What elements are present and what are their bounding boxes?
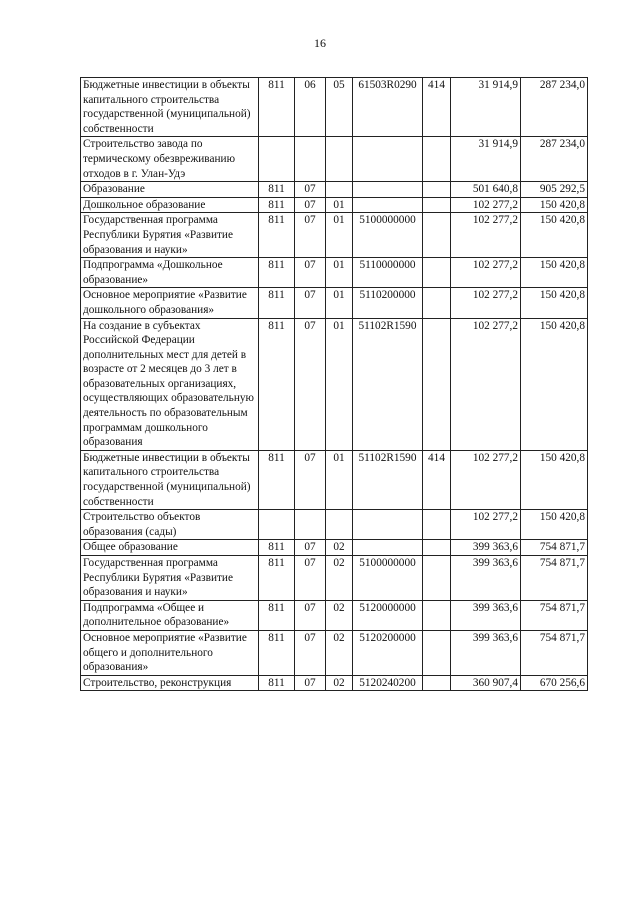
- target-article-cell: 5100000000: [353, 213, 423, 258]
- table-row: [81, 137, 588, 182]
- amount-year-1-cell: 102 277,2: [451, 450, 521, 509]
- subsection-code-cell: 02: [326, 630, 353, 675]
- section-code-cell: 07: [295, 182, 326, 198]
- target-article-cell: 61503R0290: [353, 78, 423, 137]
- target-article-cell: 5120000000: [353, 600, 423, 630]
- subsection-code-cell: 02: [326, 540, 353, 556]
- amount-year-2-cell: 754 871,7: [521, 630, 588, 675]
- amount-year-1-cell: 102 277,2: [451, 288, 521, 318]
- budget-table: [80, 77, 588, 691]
- amount-year-2-cell: 150 420,8: [521, 318, 588, 450]
- amount-year-1-cell: 399 363,6: [451, 630, 521, 675]
- amount-year-1-cell: 31 914,9: [451, 137, 521, 182]
- amount-year-1-cell: 399 363,6: [451, 600, 521, 630]
- subsection-code-cell: 01: [326, 213, 353, 258]
- expense-type-cell: [423, 288, 451, 318]
- grbs-code-cell: 811: [259, 540, 295, 556]
- budget-table-body: [81, 78, 588, 691]
- amount-year-1-cell: 102 277,2: [451, 197, 521, 213]
- amount-year-2-cell: 150 420,8: [521, 197, 588, 213]
- target-article-cell: 5110200000: [353, 288, 423, 318]
- amount-year-2-cell: 670 256,6: [521, 675, 588, 691]
- amount-year-2-cell: 287 234,0: [521, 78, 588, 137]
- amount-year-1-cell: 102 277,2: [451, 213, 521, 258]
- table-row: [81, 450, 588, 509]
- amount-year-1-cell: 102 277,2: [451, 258, 521, 288]
- section-code-cell: 06: [295, 78, 326, 137]
- target-article-cell: 51102R1590: [353, 450, 423, 509]
- expense-type-cell: [423, 137, 451, 182]
- target-article-cell: 51102R1590: [353, 318, 423, 450]
- target-article-cell: [353, 137, 423, 182]
- amount-year-1-cell: 399 363,6: [451, 540, 521, 556]
- table-row: [81, 318, 588, 450]
- target-article-cell: [353, 197, 423, 213]
- section-code-cell: 07: [295, 197, 326, 213]
- section-code-cell: 07: [295, 258, 326, 288]
- expense-type-cell: 414: [423, 450, 451, 509]
- amount-year-2-cell: 754 871,7: [521, 540, 588, 556]
- expense-type-cell: [423, 197, 451, 213]
- amount-year-2-cell: 150 420,8: [521, 288, 588, 318]
- table-row: [81, 258, 588, 288]
- expense-type-cell: [423, 510, 451, 540]
- grbs-code-cell: 811: [259, 630, 295, 675]
- section-code-cell: 07: [295, 450, 326, 509]
- table-row: [81, 556, 588, 601]
- subsection-code-cell: [326, 182, 353, 198]
- subsection-code-cell: [326, 137, 353, 182]
- section-code-cell: [295, 510, 326, 540]
- row-name-cell: Подпрограмма «Общее и дополнительное образование»: [81, 600, 259, 630]
- grbs-code-cell: 811: [259, 197, 295, 213]
- grbs-code-cell: [259, 510, 295, 540]
- row-name-cell: Дошкольное образование: [81, 197, 259, 213]
- row-name-cell: Строительство, реконструкция: [81, 675, 259, 691]
- row-name-cell: На создание в субъектах Российской Федерации дополнительных мест для детей в возрасте от 2 месяцев до 3 лет в образовательных организациях, осуществляющих образовательную деятельность по образовательным программам дошкольного образования: [81, 318, 259, 450]
- grbs-code-cell: 811: [259, 213, 295, 258]
- section-code-cell: [295, 137, 326, 182]
- amount-year-2-cell: 150 420,8: [521, 258, 588, 288]
- row-name-cell: Подпрограмма «Дошкольное образование»: [81, 258, 259, 288]
- amount-year-1-cell: 360 907,4: [451, 675, 521, 691]
- target-article-cell: 5110000000: [353, 258, 423, 288]
- grbs-code-cell: 811: [259, 258, 295, 288]
- grbs-code-cell: 811: [259, 450, 295, 509]
- section-code-cell: 07: [295, 630, 326, 675]
- section-code-cell: 07: [295, 600, 326, 630]
- row-name-cell: Образование: [81, 182, 259, 198]
- amount-year-1-cell: 31 914,9: [451, 78, 521, 137]
- table-row: [81, 540, 588, 556]
- subsection-code-cell: [326, 510, 353, 540]
- subsection-code-cell: 01: [326, 288, 353, 318]
- subsection-code-cell: 05: [326, 78, 353, 137]
- amount-year-2-cell: 287 234,0: [521, 137, 588, 182]
- row-name-cell: Строительство объектов образования (сады): [81, 510, 259, 540]
- amount-year-2-cell: 754 871,7: [521, 556, 588, 601]
- amount-year-1-cell: 102 277,2: [451, 510, 521, 540]
- subsection-code-cell: 02: [326, 600, 353, 630]
- table-row: [81, 78, 588, 137]
- amount-year-2-cell: 150 420,8: [521, 510, 588, 540]
- amount-year-1-cell: 399 363,6: [451, 556, 521, 601]
- table-row: [81, 182, 588, 198]
- row-name-cell: Государственная программа Республики Бурятия «Развитие образования и науки»: [81, 556, 259, 601]
- row-name-cell: Государственная программа Республики Бурятия «Развитие образования и науки»: [81, 213, 259, 258]
- grbs-code-cell: [259, 137, 295, 182]
- grbs-code-cell: 811: [259, 182, 295, 198]
- expense-type-cell: [423, 182, 451, 198]
- expense-type-cell: [423, 318, 451, 450]
- section-code-cell: 07: [295, 556, 326, 601]
- amount-year-1-cell: 501 640,8: [451, 182, 521, 198]
- subsection-code-cell: 01: [326, 197, 353, 213]
- expense-type-cell: [423, 258, 451, 288]
- grbs-code-cell: 811: [259, 288, 295, 318]
- table-row: [81, 630, 588, 675]
- target-article-cell: 5120240200: [353, 675, 423, 691]
- amount-year-1-cell: 102 277,2: [451, 318, 521, 450]
- expense-type-cell: [423, 540, 451, 556]
- section-code-cell: 07: [295, 318, 326, 450]
- amount-year-2-cell: 754 871,7: [521, 600, 588, 630]
- table-row: [81, 288, 588, 318]
- row-name-cell: Бюджетные инвестиции в объекты капитального строительства государственной (муниципальной) собственности: [81, 78, 259, 137]
- subsection-code-cell: 01: [326, 258, 353, 288]
- amount-year-2-cell: 905 292,5: [521, 182, 588, 198]
- row-name-cell: Общее образование: [81, 540, 259, 556]
- grbs-code-cell: 811: [259, 600, 295, 630]
- target-article-cell: [353, 510, 423, 540]
- row-name-cell: Основное мероприятие «Развитие дошкольного образования»: [81, 288, 259, 318]
- expense-type-cell: [423, 630, 451, 675]
- target-article-cell: 5100000000: [353, 556, 423, 601]
- amount-year-2-cell: 150 420,8: [521, 450, 588, 509]
- expense-type-cell: [423, 556, 451, 601]
- expense-type-cell: [423, 213, 451, 258]
- table-row: [81, 510, 588, 540]
- row-name-cell: Строительство завода по термическому обезвреживанию отходов в г. Улан-Удэ: [81, 137, 259, 182]
- section-code-cell: 07: [295, 675, 326, 691]
- subsection-code-cell: 02: [326, 556, 353, 601]
- row-name-cell: Бюджетные инвестиции в объекты капитального строительства государственной (муниципальной) собственности: [81, 450, 259, 509]
- expense-type-cell: 414: [423, 78, 451, 137]
- table-row: [81, 675, 588, 691]
- amount-year-2-cell: 150 420,8: [521, 213, 588, 258]
- table-row: [81, 197, 588, 213]
- grbs-code-cell: 811: [259, 78, 295, 137]
- target-article-cell: [353, 540, 423, 556]
- expense-type-cell: [423, 600, 451, 630]
- row-name-cell: Основное мероприятие «Развитие общего и дополнительного образования»: [81, 630, 259, 675]
- expense-type-cell: [423, 675, 451, 691]
- grbs-code-cell: 811: [259, 556, 295, 601]
- section-code-cell: 07: [295, 288, 326, 318]
- subsection-code-cell: 01: [326, 318, 353, 450]
- section-code-cell: 07: [295, 213, 326, 258]
- section-code-cell: 07: [295, 540, 326, 556]
- target-article-cell: [353, 182, 423, 198]
- table-row: [81, 213, 588, 258]
- target-article-cell: 5120200000: [353, 630, 423, 675]
- table-row: [81, 600, 588, 630]
- subsection-code-cell: 01: [326, 450, 353, 509]
- subsection-code-cell: 02: [326, 675, 353, 691]
- grbs-code-cell: 811: [259, 675, 295, 691]
- grbs-code-cell: 811: [259, 318, 295, 450]
- page-number: 16: [314, 36, 326, 50]
